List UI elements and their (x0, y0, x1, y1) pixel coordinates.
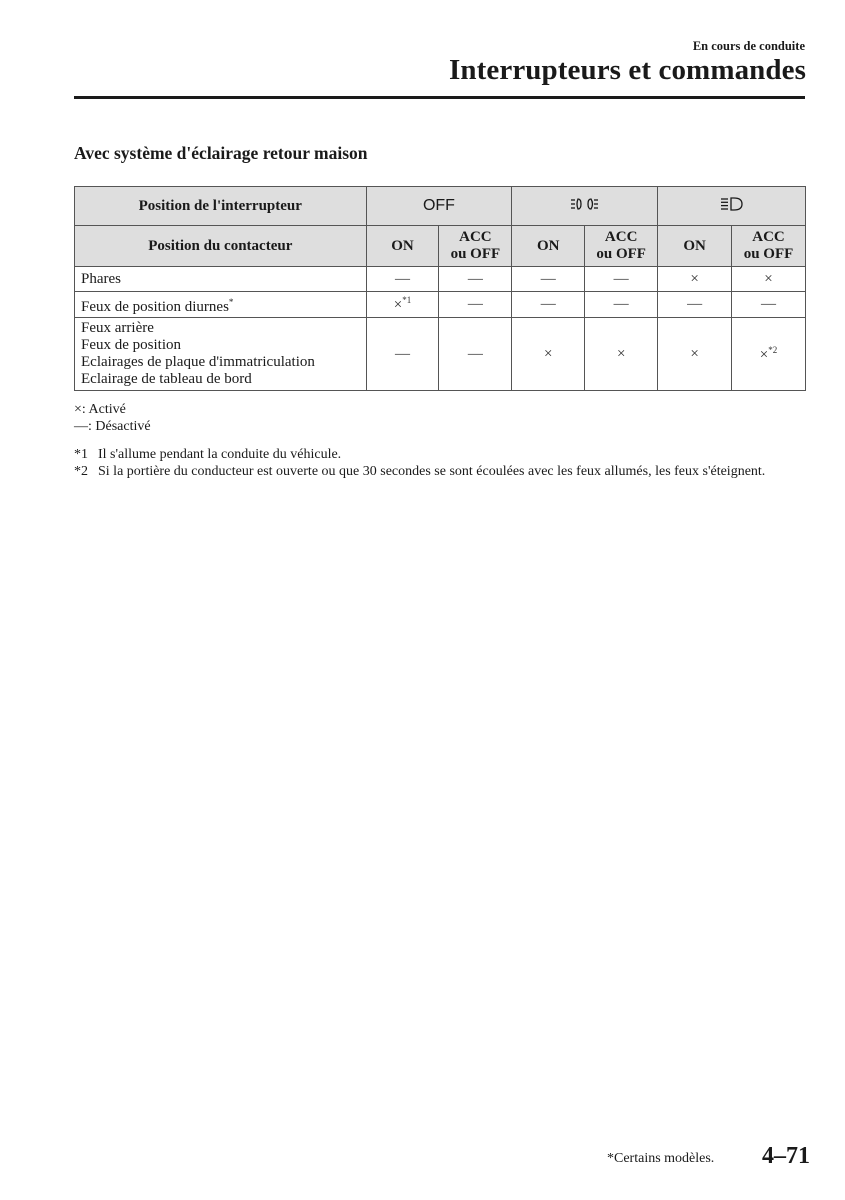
ignition-state-text: ACC ou OFF (743, 229, 794, 262)
legend-inactive: —: Désactivé (74, 419, 151, 434)
cell-value: × (393, 297, 403, 313)
table-row (75, 318, 806, 391)
cell-value: — (394, 345, 410, 362)
cell-footnote-ref: *1 (402, 295, 412, 305)
table-cell (366, 292, 439, 318)
cell-value: — (467, 270, 483, 287)
table-row (75, 267, 806, 292)
table-header-row (75, 187, 806, 226)
cell-value: — (687, 296, 703, 312)
row-label (75, 267, 367, 292)
cell-value: — (613, 296, 629, 312)
ignition-state-text: ACC ou OFF (596, 229, 646, 262)
row-label-line: Feux arrière (81, 320, 154, 336)
cell-value: × (616, 345, 626, 362)
headlight-icon (719, 196, 745, 217)
legend-active: ×: Activé (74, 402, 126, 417)
cell-value: × (690, 270, 699, 287)
table-cell (732, 292, 806, 318)
cell-value: × (759, 346, 769, 363)
ignition-state: ON (366, 226, 439, 267)
ignition-label: Position du contacteur (75, 226, 367, 267)
header-rule (74, 96, 805, 99)
parking-light-icon (570, 196, 600, 217)
table-cell (658, 267, 732, 292)
cell-value: × (690, 345, 699, 362)
switch-off-label: OFF (422, 197, 455, 214)
cell-value: — (394, 270, 410, 287)
table-cell (585, 267, 658, 292)
models-footnote: *Certains modèles. (607, 1151, 715, 1166)
legend (74, 401, 151, 435)
switch-position-off (366, 187, 512, 226)
table-cell (366, 267, 439, 292)
row-label-line: Eclairages de plaque d'immatriculation (81, 354, 315, 370)
table-cell (585, 292, 658, 318)
ignition-state (732, 226, 806, 267)
footnote-text: Il s'allume pendant la conduite du véhicule. (98, 447, 342, 462)
row-label-text: Feux de position diurnes (81, 298, 229, 315)
table-cell (512, 318, 585, 391)
cell-value: × (544, 345, 553, 362)
footnote-text: Si la portière du conducteur est ouverte ou que 30 secondes se sont écoulées avec les feux allumés, les feux s'éteignent. (98, 464, 766, 479)
table-cell (439, 318, 512, 391)
cell-value: × (764, 270, 773, 287)
table-cell (658, 292, 732, 318)
footnote-item (74, 446, 784, 463)
footnote-item (74, 463, 784, 480)
footnote-mark: *2 (74, 464, 88, 479)
ignition-state (585, 226, 658, 267)
cell-value: — (467, 345, 483, 362)
cell-value: — (613, 270, 629, 287)
footnote-mark: *1 (74, 447, 88, 462)
table-row (75, 292, 806, 318)
ignition-state-text: ACC ou OFF (450, 229, 501, 262)
row-label-line: Eclairage de tableau de bord (81, 371, 252, 387)
table-cell (512, 292, 585, 318)
table-subheader-row (75, 226, 806, 267)
table-cell (658, 318, 732, 391)
page-number: 4–71 (762, 1143, 810, 1169)
table-cell (366, 318, 439, 391)
section-title: Avec système d'éclairage retour maison (74, 143, 368, 163)
cell-value: — (467, 296, 483, 312)
cell-value: — (540, 296, 556, 312)
row-label (75, 292, 367, 318)
table-cell (512, 267, 585, 292)
switch-position-label: Position de l'interrupteur (75, 187, 367, 226)
switch-position-headlight (658, 187, 806, 226)
row-label-line: Feux de position (81, 337, 181, 353)
table-cell (585, 318, 658, 391)
ignition-state (439, 226, 512, 267)
cell-value: — (761, 296, 776, 312)
page-title: Interrupteurs et commandes (449, 54, 806, 86)
cell-footnote-ref: *2 (768, 344, 778, 355)
table-cell (732, 267, 806, 292)
row-label (75, 318, 367, 391)
row-label-text: Phares (81, 270, 121, 287)
row-label-sup: * (228, 296, 234, 307)
table-cell (439, 292, 512, 318)
ignition-state: ON (658, 226, 732, 267)
lighting-table (74, 186, 806, 391)
switch-position-parking (512, 187, 658, 226)
footnotes (74, 446, 784, 480)
table-cell (732, 318, 806, 391)
ignition-state: ON (512, 226, 585, 267)
cell-value: — (540, 270, 556, 287)
table-cell (439, 267, 512, 292)
chapter-title: En cours de conduite (692, 39, 805, 53)
